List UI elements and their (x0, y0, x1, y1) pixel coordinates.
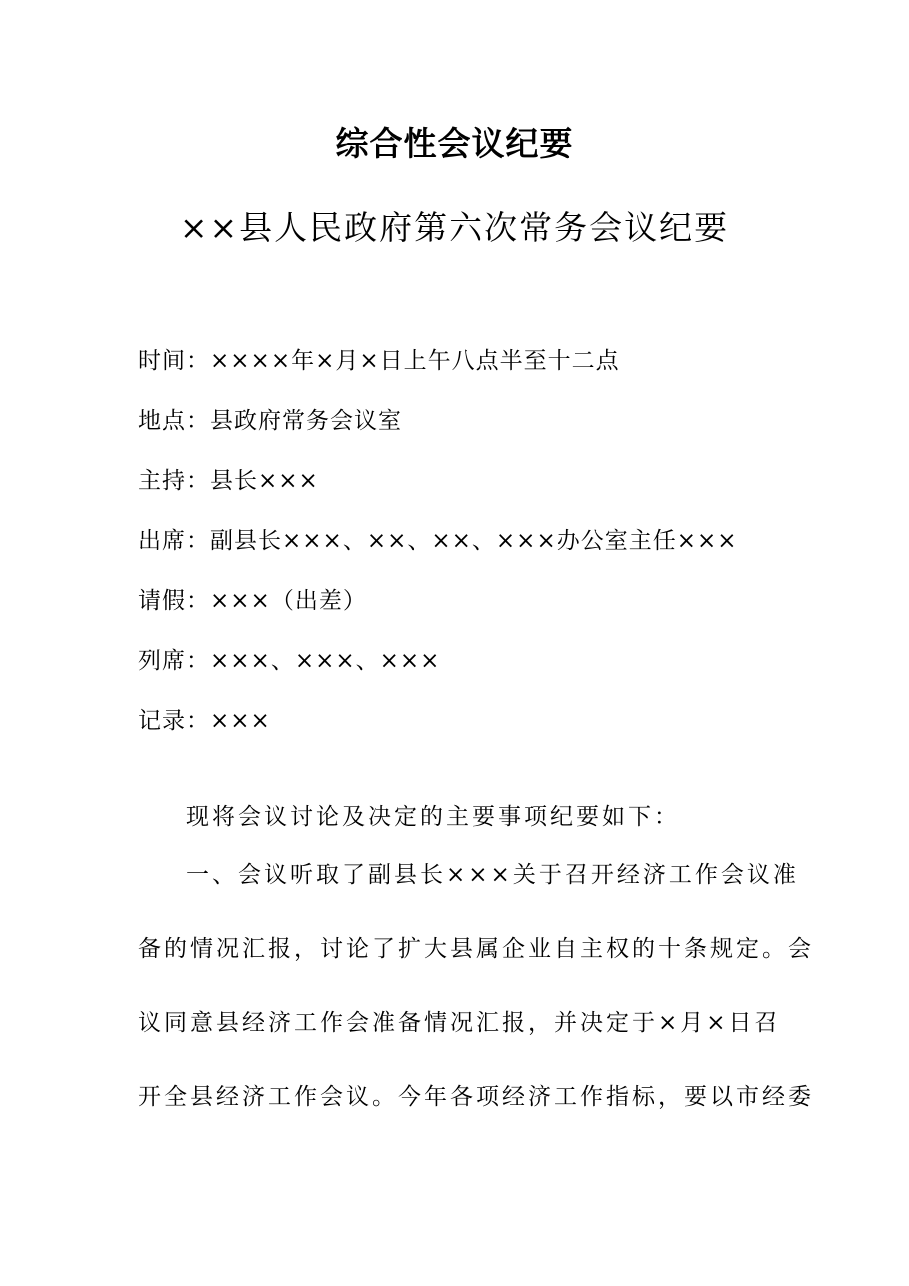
info-recorder: 记录：××× (138, 708, 271, 734)
info-attendees: 出席：副县长×××、××、××、×××办公室主任××× (138, 528, 738, 554)
body-line: 开全县经济工作会议。今年各项经济工作指标，要以市经委 (138, 1084, 814, 1110)
body-line: 议同意县经济工作会准备情况汇报，并决定于×月×日召 (138, 1010, 781, 1036)
info-location: 地点：县政府常务会议室 (138, 408, 402, 434)
info-host: 主持：县长××× (138, 468, 319, 494)
info-observers: 列席：×××、×××、××× (138, 648, 441, 674)
body-line: 一、会议听取了副县长×××关于召开经济工作会议准 (186, 862, 799, 888)
info-leave: 请假：×××（出差） (138, 588, 367, 614)
body-line: 备的情况汇报，讨论了扩大县属企业自主权的十条规定。会 (138, 936, 814, 962)
info-time: 时间：××××年×月×日上午八点半至十二点 (138, 348, 620, 374)
intro-paragraph: 现将会议讨论及决定的主要事项纪要如下： (186, 804, 680, 830)
document-subtitle: ××县人民政府第六次常务会议纪要 (179, 208, 730, 247)
document-title: 综合性会议纪要 (335, 124, 574, 163)
